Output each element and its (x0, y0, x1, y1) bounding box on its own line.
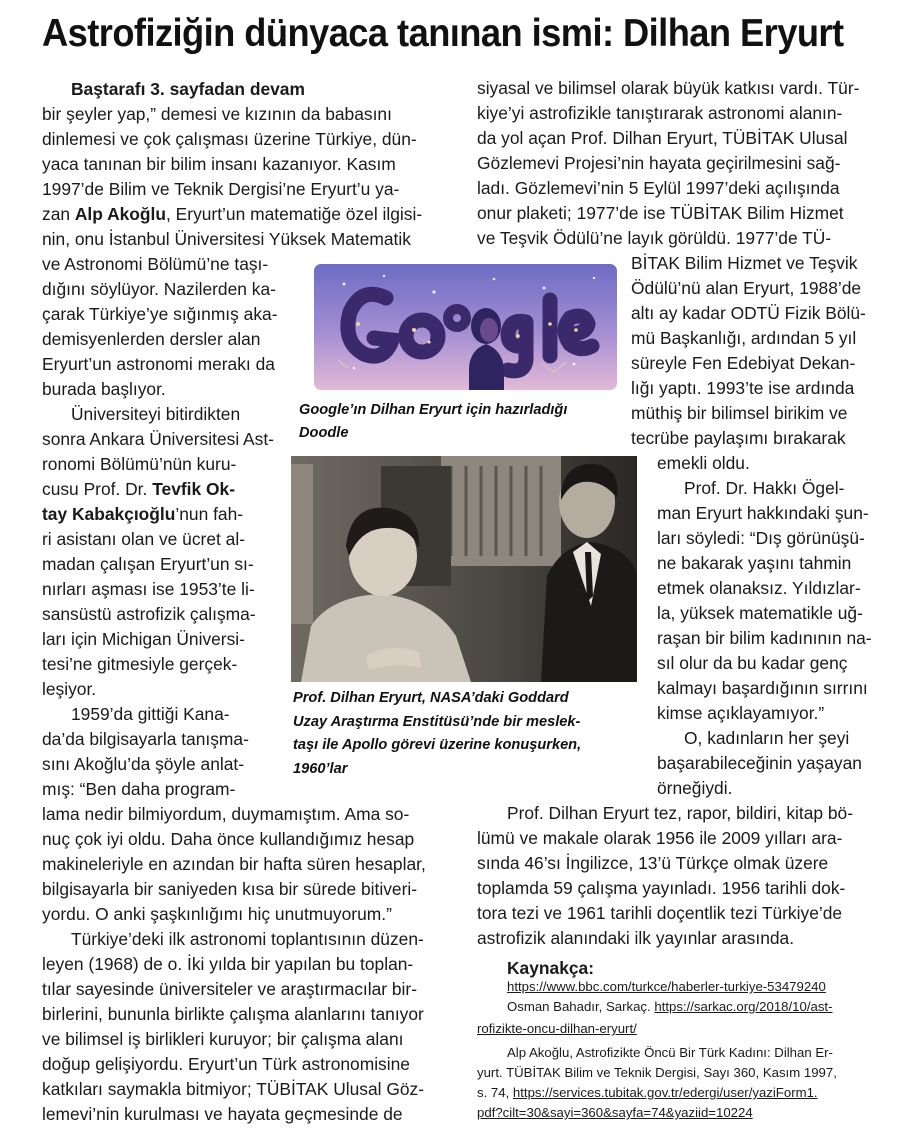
text-run: man Eryurt hakkındaki şun- (657, 503, 869, 523)
col1-line (42, 452, 236, 476)
reference-text: s. 74, (477, 1085, 513, 1100)
text-run: süreyle Fen Edebiyat Dekan- (631, 353, 856, 373)
text-run: Prof. Dr. Hakkı Ögel- (684, 478, 845, 498)
col2-line (477, 101, 842, 125)
text-run: yaca tanınan bir bilim insanı kazanıyor. Kasım (42, 154, 396, 174)
text-run: kalmayı başardığının sırrını (657, 678, 868, 698)
text-run: ri asistanı olan ve ücret al- (42, 529, 245, 549)
col1-line (42, 877, 417, 901)
text-run: lama nedir bilmiyordum, duymamıştım. Ama so- (42, 804, 410, 824)
col1-line (42, 752, 244, 776)
text-run: örneğiydi. (657, 778, 733, 798)
text-run: astrofizik alanındaki ilk yayınlar arasında. (477, 928, 795, 948)
col2-line (631, 376, 854, 400)
text-run: burada başlıyor. (42, 379, 166, 399)
col1-line (71, 402, 240, 426)
col2-line (657, 676, 868, 700)
text-run: O, kadınların her şeyi (684, 728, 850, 748)
text-run: ve bilimsel iş birlikleri kuruyor; bir çalışma alanı (42, 1029, 404, 1049)
bold-text: tay Kabakçıoğlu (42, 504, 176, 524)
text-run: lemevi’nin kurulması ve hayata geçmesinde de (42, 1104, 403, 1124)
col2-line (477, 201, 844, 225)
col1-line (42, 977, 417, 1001)
col2-line (507, 801, 853, 825)
col2-line (631, 426, 846, 450)
col1-line (71, 927, 424, 951)
col1-line (42, 252, 268, 276)
col2-line (477, 926, 794, 950)
col1-line (42, 277, 276, 301)
col1-line (42, 177, 399, 201)
text-run: lümü ve makale olarak 1956 ile 2009 yılları ara- (477, 828, 843, 848)
col2-line (477, 826, 842, 850)
col1-line (42, 827, 414, 851)
text-run: tılar sayesinde üniversiteler ve araştırmacılar bir- (42, 979, 417, 999)
text-run: emekli oldu. (657, 453, 750, 473)
photo-caption-line: 1960’lar (293, 760, 348, 777)
col1-line (42, 1077, 424, 1101)
col1-line (42, 952, 413, 976)
text-run: mış: “Ben daha program- (42, 779, 236, 799)
text-run: müthiş bir bilimsel birikim ve (631, 403, 848, 423)
reference-text: Osman Bahadır, Sarkaç. (507, 999, 655, 1014)
col1-line (42, 727, 249, 751)
col2-line (657, 751, 862, 775)
references-heading: Kaynakça: (507, 958, 595, 978)
col2-line (477, 126, 848, 150)
col2-line (657, 626, 872, 650)
col1-line (42, 102, 392, 126)
col2-line (657, 551, 851, 575)
text-run: ve Astronomi Bölümü’ne taşı- (42, 254, 269, 274)
text-run: ’nun fah- (175, 504, 244, 524)
reference-line (477, 1019, 637, 1038)
reference-link[interactable]: rofizikte-oncu-dilhan-eryurt/ (477, 1021, 637, 1036)
text-run: çarak Türkiye’ye sığınmış aka- (42, 304, 278, 324)
text-run: etmek olanaksız. Yıldızlar- (657, 578, 861, 598)
col1-line (42, 777, 235, 801)
text-run: raşan bir bilim kadınının na- (657, 628, 872, 648)
text-run: dığını söylüyor. Nazilerden ka- (42, 279, 276, 299)
text-run: sında 46’sı İngilizce, 13’ü Türkçe olmak üzere (477, 853, 829, 873)
col2-line (631, 276, 861, 300)
col2-line (477, 176, 840, 200)
col2-line (477, 851, 828, 875)
col2-line (631, 326, 856, 350)
text-run: BİTAK Bilim Hizmet ve Teşvik (631, 253, 858, 273)
photo-caption-line: Uzay Araştırma Enstitüsü’nde bir meslek- (293, 713, 581, 730)
col2-line (684, 726, 849, 750)
col1-line (42, 427, 274, 451)
col2-line (657, 701, 824, 725)
text-run: zan (42, 204, 75, 224)
text-run: lığı yaptı. 1993’te ise ardında (631, 378, 855, 398)
col1-line (42, 502, 243, 526)
reference-text: yurt. TÜBİTAK Bilim ve Teknik Dergisi, Sayı 360, Kasım 1997, (477, 1065, 837, 1080)
text-run: makineleriyle en azından bir hafta süren hesaplar, (42, 854, 426, 874)
reference-link[interactable]: pdf?cilt=30&sayi=360&sayfa=74&yaziid=10224 (477, 1105, 753, 1120)
col2-line (477, 876, 845, 900)
text-run: nuç çok iyi oldu. Daha önce kullandığımız hesap (42, 829, 415, 849)
col1-line (42, 127, 417, 151)
bold-text: Alp Akoğlu (74, 204, 167, 224)
text-run: ladı. Gözlemevi’nin 5 Eylül 1997’deki açılışında (477, 178, 840, 198)
text-run: Ödülü’nü alan Eryurt, 1988’de (631, 278, 862, 298)
photo-caption-line: taşı ile Apollo görevi üzerine konuşurken, (293, 737, 582, 753)
photo-caption-line: Prof. Dilhan Eryurt, NASA’daki Goddard (293, 690, 569, 706)
text-run: Üniversiteyi bitirdikten (71, 404, 241, 424)
col2-line (657, 501, 869, 525)
reference-link[interactable]: https://www.bbc.com/turkce/haberler-turkiye-53479240 (507, 979, 826, 994)
reference-line (507, 977, 826, 996)
text-run: altı ay kadar ODTÜ Fizik Bölü- (631, 303, 866, 323)
col1-line (42, 677, 96, 701)
col1-line (71, 702, 230, 726)
col2-line (657, 526, 865, 550)
col1-line (42, 627, 245, 651)
col2-line (631, 401, 847, 425)
bold-text: Tevfik Ok- (152, 479, 235, 499)
text-run: ları için Michigan Üniversi- (42, 629, 245, 649)
text-run: da yol açan Prof. Dilhan Eryurt, TÜBİTAK Ulusal (477, 128, 848, 148)
col2-line (477, 151, 840, 175)
col2-line (657, 601, 863, 625)
col1-line (42, 527, 245, 551)
col1-line (42, 1052, 410, 1076)
col2-line (657, 451, 750, 475)
text-run: yordu. O anki şaşkınlığımı hiç unutmuyorum.” (42, 904, 392, 924)
col2-line (477, 901, 842, 925)
text-run: la, yüksek matematikle uğ- (657, 603, 863, 623)
bold-text: Baştarafı 3. sayfadan devam (71, 79, 305, 99)
col1-line (42, 902, 392, 926)
text-run: siyasal ve bilimsel olarak büyük katkısı vardı. Tür- (477, 78, 860, 98)
col1-line (71, 77, 305, 101)
text-run: sonra Ankara Üniversitesi Ast- (42, 429, 274, 449)
text-run: ne bakarak yaşını tahmin (657, 553, 852, 573)
text-run: tora tezi ve 1961 tarihli doçentlik tezi Türkiye’de (477, 903, 843, 923)
text-run: bir şeyler yap,” demesi ve kızının da babasını (42, 104, 392, 124)
text-run: nin, onu İstanbul Üniversitesi Yüksek Matematik (42, 229, 411, 249)
text-run: ları söyledi: “Dış görünüşü- (657, 528, 865, 548)
reference-link[interactable]: https://services.tubitak.gov.tr/edergi/user/yaziForm1. (512, 1085, 818, 1100)
col1-line (42, 652, 237, 676)
reference-line (477, 1083, 818, 1102)
text-run: , Eryurt’un matematiğe özel ilgisi- (166, 204, 423, 224)
col2-line (631, 351, 855, 375)
text-run: ronomi Bölümü’nün kuru- (42, 454, 237, 474)
text-run: da’da bilgisayarla tanışma- (42, 729, 249, 749)
text-run: nırları aşması ise 1953’te li- (42, 579, 255, 599)
text-run: leşiyor. (42, 679, 97, 699)
col1-line (42, 202, 422, 226)
col1-line (42, 852, 426, 876)
text-run: birlerini, bununla birlikte çalışma alanlarını tanıyor (42, 1004, 424, 1024)
col2-line (631, 301, 866, 325)
text-run: cusu Prof. Dr. (42, 479, 153, 499)
col1-line (42, 802, 409, 826)
col1-line (42, 477, 235, 501)
col1-line (42, 377, 166, 401)
col2-line (477, 76, 859, 100)
text-run: Prof. Dilhan Eryurt tez, rapor, bildiri, kitap bö- (507, 803, 854, 823)
headline: Astrofiziğin dünyaca tanınan ismi: Dilhan Eryurt (42, 12, 844, 55)
reference-link[interactable]: https://sarkac.org/2018/10/ast- (654, 999, 833, 1014)
col1-line (42, 552, 254, 576)
text-run: onur plaketi; 1977’de ise TÜBİTAK Bilim Hizmet (477, 203, 844, 223)
text-run: başarabileceğinin yaşayan (657, 753, 862, 773)
col1-line (42, 327, 260, 351)
col2-line (684, 476, 844, 500)
text-run: bilgisayarla bir saniyeden kısa bir sürede bitiveri- (42, 879, 418, 899)
text-run: 1959’da gittiği Kana- (71, 704, 230, 724)
col2-line (477, 226, 831, 250)
reference-line (477, 1063, 837, 1082)
text-run: 1997’de Bilim ve Teknik Dergisi’ne Eryurt’u ya- (42, 179, 400, 199)
col1-line (42, 152, 396, 176)
col1-line (42, 577, 255, 601)
text-run: sını Akoğlu’da şöyle anlat- (42, 754, 245, 774)
col1-line (42, 1002, 424, 1026)
text-run: doğup gelişiyordu. Eryurt’un Türk astronomisine (42, 1054, 410, 1074)
archival-photo (291, 456, 637, 682)
text-run: Eryurt’un astronomi merakı da (42, 354, 275, 374)
reference-line (477, 1103, 753, 1122)
text-run: sansüstü astrofizik çalışma- (42, 604, 256, 624)
col1-line (42, 352, 275, 376)
text-run: sıl olur da bu kadar genç (657, 653, 848, 673)
text-run: kiye’yi astrofizikle tanıştırarak astronomi alanın- (477, 103, 843, 123)
col1-line (42, 302, 278, 326)
doodle-caption-line: Google’ın Dilhan Eryurt için hazırladığı (299, 402, 568, 418)
reference-text: Alp Akoğlu, Astrofizikte Öncü Bir Türk Kadını: Dilhan Er- (507, 1045, 833, 1060)
col2-line (657, 776, 732, 800)
text-run: ve Teşvik Ödülü’ne layık görüldü. 1977’de TÜ- (477, 228, 832, 248)
text-run: toplamda 59 çalışma yayınladı. 1956 tarihli dok- (477, 878, 846, 898)
col1-line (42, 602, 256, 626)
text-run: mü Başkanlığı, ardından 5 yıl (631, 328, 857, 348)
text-run: leyen (1968) de o. İki yılda bir yapılan bu toplan- (42, 954, 414, 974)
text-run: dinlemesi ve çok çalışması üzerine Türkiye, dün- (42, 129, 417, 149)
text-run: demisyenlerden dersler alan (42, 329, 261, 349)
text-run: tesi’ne gitmesiyle gerçek- (42, 654, 238, 674)
col2-line (657, 576, 861, 600)
text-run: madan çalışan Eryurt’un sı- (42, 554, 254, 574)
col1-line (42, 1027, 403, 1051)
col2-line (631, 251, 857, 275)
col1-line (42, 1102, 403, 1126)
text-run: kimse açıklayamıyor.” (657, 703, 825, 723)
col2-line (657, 651, 847, 675)
text-run: Türkiye’deki ilk astronomi toplantısının düzen- (71, 929, 424, 949)
text-run: katkıları saymakla bitmiyor; TÜBİTAK Ulusal Göz- (42, 1079, 425, 1099)
doodle-caption-line: Doodle (299, 425, 349, 441)
google-doodle-image (314, 264, 617, 390)
text-run: tecrübe paylaşımı bırakarak (631, 428, 846, 448)
text-run: Gözlemevi Projesi’nin hayata geçirilmesini sağ- (477, 153, 841, 173)
reference-line (507, 1043, 833, 1062)
col1-line (42, 227, 411, 251)
reference-line (507, 997, 832, 1016)
